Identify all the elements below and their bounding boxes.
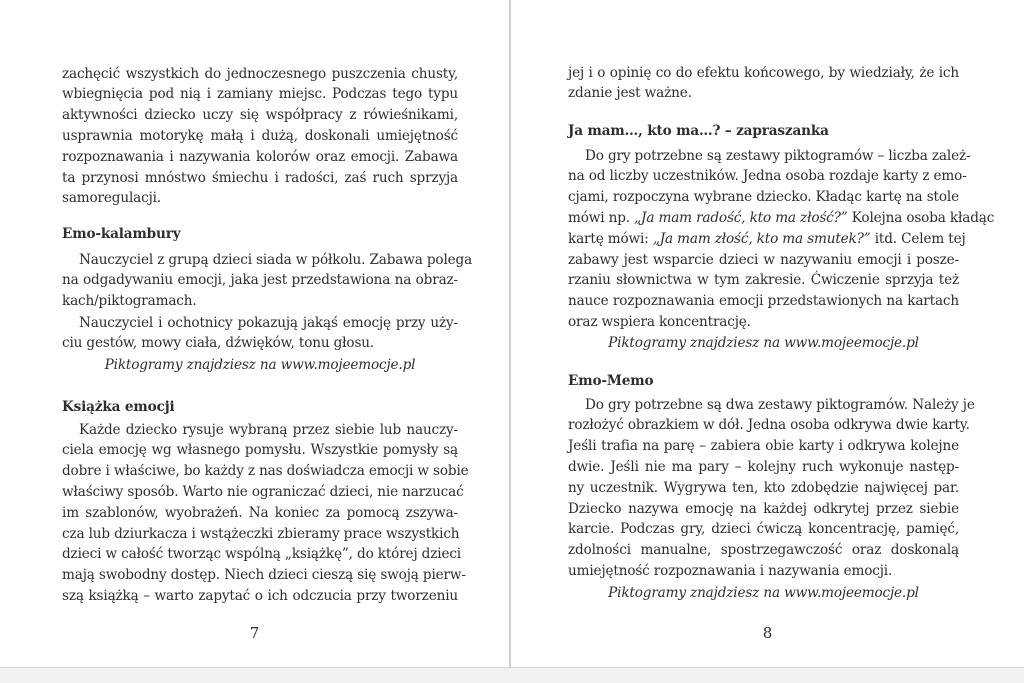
text-line: Każde dziecko rysuje wybraną przez siebie lub nauczy- [79,421,458,438]
text-line: dzieci w całość tworząc wspólną „książkę”, do której dzieci [62,546,462,563]
viewer-bottom-edge [0,667,1024,668]
text-line: karcie. Podczas gry, dzieci ćwiczą koncentrację, pamięć, [568,521,959,538]
text-line: nauce rozpoznawania emocji przedstawionych na kartach [568,293,959,310]
text-line: ciu gestów, mowy ciała, dźwięków, tonu głosu. [62,335,375,352]
text-line: Emo-kalambury [62,225,181,242]
text-line: zdolności manualne, spostrzegawczość oraz doskonalą [568,542,959,559]
page-right [511,0,1024,667]
text-line: zdanie jest ważne. [568,85,692,102]
text-line: oraz wspiera koncentrację. [568,313,751,330]
text-line: właściwy sposób. Warto nie ograniczać dzieci, nie narzucać [62,483,464,500]
paragraph [568,146,995,333]
text-segment: itd. Celem tej [870,230,966,247]
text-line: Piktogramy znajdziesz na www.mojeemocje.pl [608,584,919,601]
paragraph [62,313,458,355]
text-line: szą książką – warto zapytać o ich odczucia przy tworzeniu [62,587,458,604]
quoted-phrase: „Ja mam złość, kto ma smutek?” [652,230,871,247]
text-line: na od liczby uczestników. Jedna osoba rozdaje karty z emo- [568,168,967,185]
text-line: ciela emocję wg własnego pomysłu. Wszystkie pomysły są [62,442,458,459]
text-line: Piktogramy znajdziesz na www.mojeemocje.pl [608,334,919,351]
text-line: Nauczyciel i ochotnicy pokazują jakąś emocję przy uży- [79,314,458,331]
text-line: Książka emocji [62,398,175,415]
text-line: rozłożyć obrazkiem w dół. Jedna osoba odkrywa dwie karty. [568,417,970,434]
text-segment: kartę mówi: [568,230,653,247]
pictogram-source-note [568,583,959,604]
text-line: rzaniu słownictwa w tym zakresie. Ćwiczenie sprzyja też [568,272,959,289]
section-heading [568,371,959,392]
text-line: rozpoznawania i nazywania kolorów oraz emocji. Zabawa [62,148,458,165]
text-segment: Kolejna osoba kładąc [847,209,995,226]
section-heading [62,224,458,245]
section-heading [62,397,458,418]
page-number: 8 [762,624,773,642]
text-segment: mówi np. [568,209,635,226]
page-left [0,0,509,667]
paragraph [62,420,469,607]
pictogram-source-note [62,355,458,376]
text-line: samoregulacji. [62,190,162,207]
text-line: cjami, rozpoczyna wybrane dziecko. Kładąc kartę na stole [568,189,959,206]
text-line: im szablonów, wyobrażeń. Na koniec za pomocą zszywa- [62,504,458,521]
text-line: wbiegnięcia pod nią i zamiany miejsc. Podczas tego typu [62,86,458,103]
page-number: 7 [249,624,260,642]
text-line: Dziecko nazywa emocję na każdej odkrytej przez siebie [568,500,959,517]
text-line: mają swobodny dostęp. Niech dzieci cieszą się swoją pierw- [62,567,466,584]
text-line: Emo-Memo [568,372,654,389]
text-line: Ja mam…, kto ma…? – zapraszanka [568,122,829,139]
section-heading [568,121,959,142]
text-line: ta przynosi mnóstwo śmiechu i radości, zaś ruch sprzyja [62,169,458,186]
text-line: na odgadywaniu emocji, jaka jest przedstawiona na obraz- [62,272,458,289]
text-line: Do gry potrzebne są dwa zestawy piktogramów. Należy je [585,396,975,413]
paragraph [62,64,458,210]
text-line: cza lub dziurkacza i wstążeczki zbieramy prace wszystkich [62,525,460,542]
text-line: dobre i właściwe, bo każdy z nas doświadcza emocji w sobie [62,463,469,480]
quoted-phrase: „Ja mam radość, kto ma złość?” [634,209,848,226]
paragraph [568,395,975,582]
text-line: Jeśli trafia na parę – zabiera obie karty i odkrywa kolejne [568,438,959,455]
text-line: usprawnia motorykę małą i dużą, doskonali umiejętność [62,127,458,144]
text-line: zabawy jest wsparcie dzieci w nazywaniu emocji i posze- [568,251,959,268]
text-line: dwie. Jeśli nie ma pary – kolejny ruch wykonuje następ- [568,458,959,475]
text-line: Nauczyciel z grupą dzieci siada w półkolu. Zabawa polega [79,251,473,268]
text-line: Do gry potrzebne są zestawy piktogramów – liczba zależ- [585,147,971,164]
text-line: kach/piktogramach. [62,293,197,310]
text-line: umiejętność rozpoznawania i nazywania emocji. [568,562,893,579]
paragraph [62,250,473,312]
text-line [568,208,995,229]
text-line [568,229,966,250]
text-line: jej i o opinię co do efektu końcowego, by wiedziały, że ich [568,64,959,81]
text-line: aktywności dziecko uczy się współpracy z rówieśnikami, [62,107,458,124]
text-line: zachęcić wszystkich do jednoczesnego puszczenia chusty, [62,65,458,82]
text-line: ny uczestnik. Wygrywa ten, kto zdobędzie najwięcej par. [568,479,959,496]
pictogram-source-note [568,333,959,354]
text-line: Piktogramy znajdziesz na www.mojeemocje.pl [104,356,416,373]
paragraph [568,63,959,105]
